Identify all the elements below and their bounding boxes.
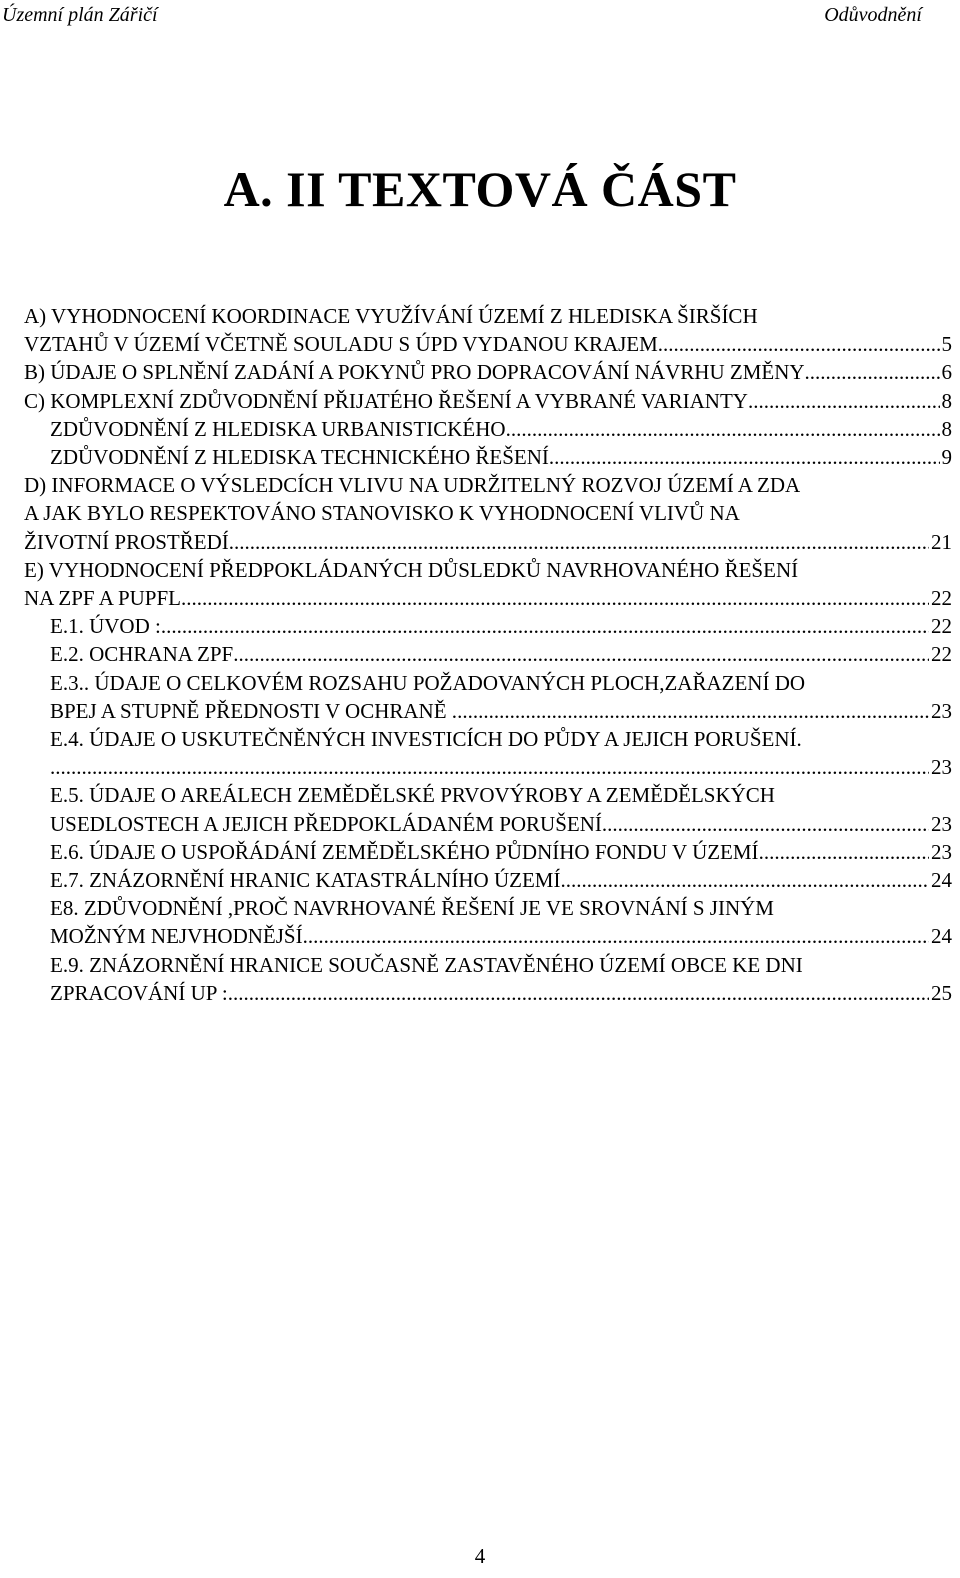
toc-dot-leader	[549, 443, 940, 471]
toc-entry-text: NA ZPF A PUPFL	[24, 586, 181, 611]
toc-page-number: 22	[931, 586, 952, 611]
toc-entry[interactable]	[24, 612, 952, 640]
toc-dot-leader	[50, 753, 929, 781]
toc-entry-last-line	[24, 358, 952, 386]
toc-page-number: 9	[941, 445, 952, 470]
toc-dot-leader	[805, 358, 940, 386]
toc-entry-last-line	[50, 697, 952, 725]
toc-entry-text: E.6. ÚDAJE O USPOŘÁDÁNÍ ZEMĚDĚLSKÉHO PŮDNÍHO FONDU V ÚZEMÍ	[50, 839, 759, 864]
toc-page-number: 23	[931, 811, 952, 836]
toc-entry-last-line	[50, 979, 952, 1007]
toc-entry-last-line	[24, 387, 952, 415]
toc-dot-leader	[748, 387, 940, 415]
toc-entry-text: D) INFORMACE O VÝSLEDCÍCH VLIVU NA UDRŽITELNÝ ROZVOJ ÚZEMÍ A ZDA	[24, 473, 801, 498]
toc-entry[interactable]	[24, 302, 952, 358]
toc-entry-text: E.2. OCHRANA ZPF	[50, 642, 234, 667]
toc-dot-leader	[560, 866, 929, 894]
toc-page-number: 23	[931, 698, 952, 723]
toc-dot-leader	[229, 528, 929, 556]
table-of-contents	[24, 302, 952, 1007]
toc-entry-text: E.9. ZNÁZORNĚNÍ HRANICE SOUČASNĚ ZASTAVĚNÉHO ÚZEMÍ OBCE KE DNI	[50, 952, 803, 977]
toc-entry-last-line	[50, 866, 952, 894]
toc-entry[interactable]	[24, 443, 952, 471]
toc-entry-last-line	[50, 922, 952, 950]
toc-entry[interactable]	[24, 725, 952, 781]
toc-entry-text: BPEJ A STUPNĚ PŘEDNOSTI V OCHRANĚ .	[50, 698, 458, 723]
toc-entry-last-line	[50, 753, 952, 781]
toc-dot-leader	[457, 697, 929, 725]
toc-entry-text: ZDŮVODNĚNÍ Z HLEDISKA URBANISTICKÉHO	[50, 416, 506, 441]
toc-entry-last-line	[50, 612, 952, 640]
toc-entry-text: ZPRACOVÁNÍ UP :	[50, 980, 228, 1005]
toc-entry-text: MOŽNÝM NEJVHODNĚJŠÍ.	[50, 924, 308, 949]
toc-page-number: 24	[931, 924, 952, 949]
toc-entry[interactable]	[24, 866, 952, 894]
toc-entry-last-line	[50, 415, 952, 443]
toc-entry[interactable]	[24, 669, 952, 725]
toc-dot-leader	[759, 838, 929, 866]
toc-page-number: 21	[931, 529, 952, 554]
toc-entry-text: E.7. ZNÁZORNĚNÍ HRANIC KATASTRÁLNÍHO ÚZEMÍ	[50, 868, 561, 893]
toc-entry-text: E) VYHODNOCENÍ PŘEDPOKLÁDANÝCH DŮSLEDKŮ NAVRHOVANÉHO ŘEŠENÍ	[24, 557, 799, 582]
toc-dot-leader	[308, 922, 929, 950]
toc-entry-text: E8. ZDŮVODNĚNÍ ,PROČ NAVRHOVANÉ ŘEŠENÍ JE VE SROVNÁNÍ S JINÝM	[50, 896, 774, 921]
toc-entry-last-line	[50, 810, 952, 838]
toc-page-number: 25	[931, 980, 952, 1005]
toc-page-number: 24	[931, 868, 952, 893]
toc-entry-last-line	[24, 584, 952, 612]
toc-entry[interactable]	[24, 556, 952, 612]
toc-entry-last-line	[50, 838, 952, 866]
toc-entry-text: E.5. ÚDAJE O AREÁLECH ZEMĚDĚLSKÉ PRVOVÝROBY A ZEMĚDĚLSKÝCH	[50, 783, 775, 808]
toc-entry[interactable]	[24, 387, 952, 415]
toc-entry[interactable]	[24, 415, 952, 443]
toc-page-number: 23	[931, 755, 952, 780]
page-title: A. II TEXTOVÁ ČÁST	[223, 161, 737, 217]
toc-entry-text: ZDŮVODNĚNÍ Z HLEDISKA TECHNICKÉHO ŘEŠENÍ	[50, 445, 549, 470]
toc-entry-text: A) VYHODNOCENÍ KOORDINACE VYUŽÍVÁNÍ ÚZEMÍ Z HLEDISKA ŠIRŠÍCH	[24, 304, 758, 328]
toc-dot-leader	[181, 584, 929, 612]
toc-entry-text: VZTAHŮ V ÚZEMÍ VČETNĚ SOULADU S ÚPD VYDANOU KRAJEM	[24, 332, 658, 357]
toc-entry-last-line	[50, 640, 952, 668]
toc-page-number: 8	[941, 416, 952, 441]
page-number: 4	[474, 1544, 486, 1568]
toc-entry-text: ŽIVOTNÍ PROSTŘEDÍ	[24, 529, 229, 554]
toc-entry[interactable]	[24, 358, 952, 386]
toc-dot-leader	[506, 415, 940, 443]
toc-entry-text: E.4. ÚDAJE O USKUTEČNĚNÝCH INVESTICÍCH DO PŮDY A JEJICH PORUŠENÍ.	[50, 727, 802, 752]
toc-entry[interactable]	[24, 471, 952, 556]
toc-page-number: 8	[941, 388, 952, 413]
toc-entry-last-line	[50, 443, 952, 471]
toc-entry-text: E.1. ÚVOD :	[50, 614, 161, 639]
toc-entry-last-line	[24, 330, 952, 358]
toc-page-number: 23	[931, 839, 952, 864]
toc-entry-text: USEDLOSTECH A JEJICH PŘEDPOKLÁDANÉM PORUŠENÍ.	[50, 811, 608, 836]
toc-entry[interactable]	[24, 781, 952, 837]
toc-entry[interactable]	[24, 640, 952, 668]
toc-page-number: 5	[941, 332, 952, 357]
toc-dot-leader	[233, 640, 929, 668]
toc-dot-leader	[658, 330, 940, 358]
toc-dot-leader	[161, 612, 929, 640]
toc-page-number: 22	[931, 614, 952, 639]
toc-dot-leader	[607, 810, 929, 838]
toc-page-number: 22	[931, 642, 952, 667]
header-document-title: Územní plán Zářičí	[2, 4, 158, 26]
toc-entry[interactable]	[24, 838, 952, 866]
toc-entry-text: C) KOMPLEXNÍ ZDŮVODNĚNÍ PŘIJATÉHO ŘEŠENÍ A VYBRANÉ VARIANTY	[24, 388, 748, 413]
toc-entry-text: A JAK BYLO RESPEKTOVÁNO STANOVISKO K VYHODNOCENÍ VLIVŮ NA	[24, 501, 740, 526]
toc-dot-leader	[228, 979, 929, 1007]
toc-page-number: 6	[941, 360, 952, 385]
toc-entry-text: E.3.. ÚDAJE O CELKOVÉM ROZSAHU POŽADOVANÝCH PLOCH,ZAŘAZENÍ DO	[50, 670, 806, 695]
toc-entry[interactable]	[24, 951, 952, 1007]
header-section-name: Odůvodnění	[824, 4, 922, 26]
toc-entry-last-line	[24, 528, 952, 556]
toc-entry-text: B) ÚDAJE O SPLNĚNÍ ZADÁNÍ A POKYNŮ PRO DOPRACOVÁNÍ NÁVRHU ZMĚNY	[24, 360, 805, 385]
toc-entry[interactable]	[24, 894, 952, 950]
